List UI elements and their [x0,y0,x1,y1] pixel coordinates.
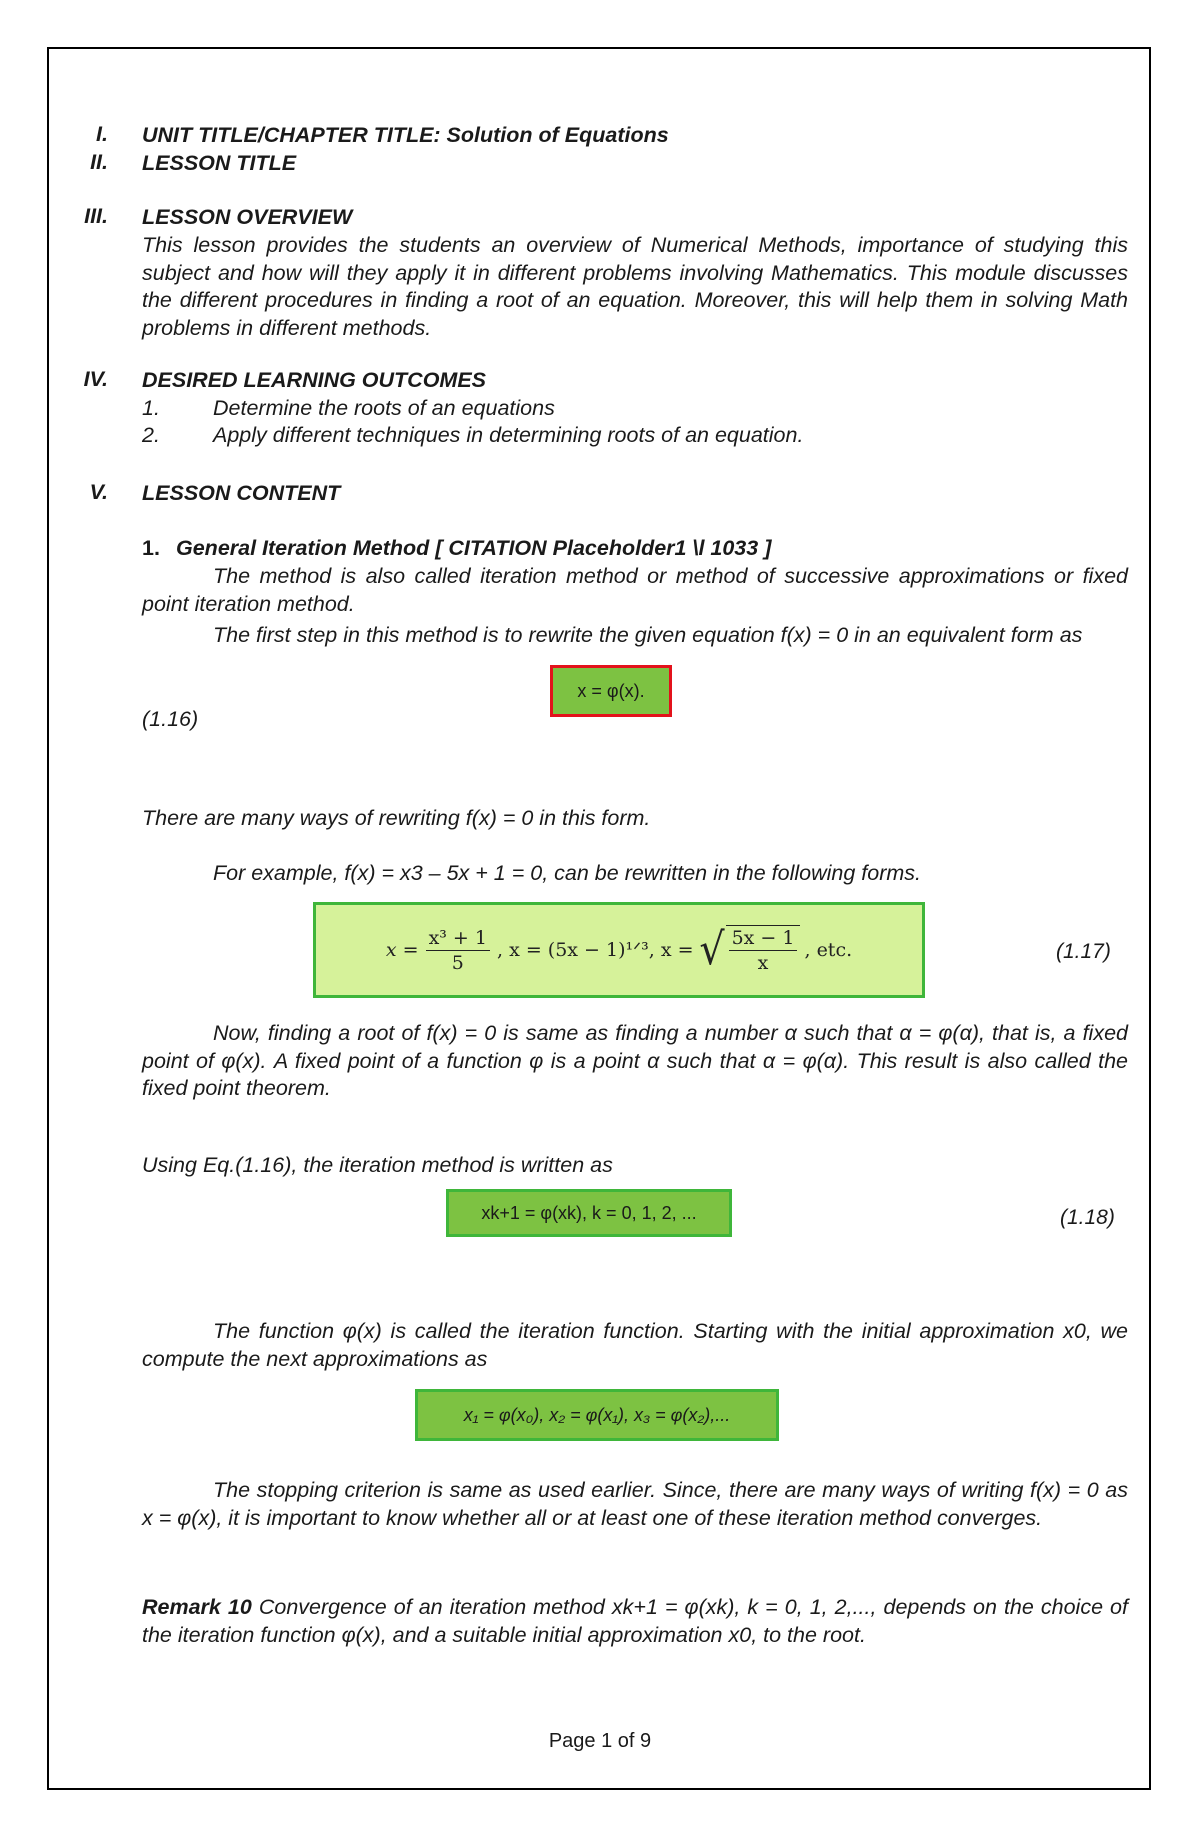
outcome-num-1: 1. [142,396,160,420]
lesson-title-heading: LESSON TITLE [142,151,297,175]
equation-1-17-label: (1.17) [1056,940,1111,963]
paragraph-fixed-point: Now, finding a root of f(x) = 0 is same as finding a number α such that α = φ(α), that is, a fixed point of φ(x). A fixed point of a function φ is a point α such that α = φ(α). This result is also called the fixed point theorem. [142,1021,1128,1100]
paragraph-stopping-criterion: The stopping criterion is same as used earlier. Since, there are many ways of writing f(x) = 0 as x = φ(x), it is important to know whether all or at least one of these iteration method converges. [142,1478,1128,1530]
equation-1-17 [386,925,852,975]
equation-1-16: x = φ(x). [577,680,645,701]
section-num-1: I. [96,122,108,146]
eq117-end: , etc. [804,939,853,961]
section-num-2: II. [90,150,108,174]
remark-paragraph [142,1594,1128,1649]
eq117-fraction-2 [729,926,798,975]
section-num-5: V. [89,480,108,504]
eq117-fraction-1 [426,926,490,975]
paragraph-many-ways: There are many ways of rewriting f(x) = 0 in this form. [142,806,651,830]
eq117-frac1-num: x³ + 1 [426,926,490,951]
outcome-num-2: 2. [142,423,160,447]
approximations-box [415,1389,779,1441]
subheading-number: 1. [142,536,160,560]
section-num-4: IV. [83,367,108,391]
paragraph-first-step: The first step in this method is to rewrite the given equation f(x) = 0 in an equivalent form as [213,623,1083,647]
eq117-middle: , x = (5x − 1)¹ᐟ³, x = [496,939,694,961]
lesson-overview-heading: LESSON OVERVIEW [142,205,353,229]
paragraph-using-eq: Using Eq.(1.16), the iteration method is written as [142,1153,613,1177]
eq117-frac2-den: x [757,952,769,974]
equation-1-18: xk+1 = φ(xk), k = 0, 1, 2, ... [481,1202,697,1223]
lesson-content-heading: LESSON CONTENT [142,481,341,505]
outcomes-heading: DESIRED LEARNING OUTCOMES [142,368,487,392]
outcome-text-2: Apply different techniques in determining roots of an equation. [213,423,804,447]
outcome-text-1: Determine the roots of an equations [213,396,555,420]
eq117-frac2-num: 5x − 1 [729,926,798,951]
section-num-3: III. [84,204,108,228]
eq117-x-eq: x = [385,939,419,961]
equation-1-17-box [313,902,925,998]
equation-1-16-box [550,665,672,717]
paragraph-method-names: The method is also called iteration method or method of successive approximations or fixed point iteration method. [142,564,1128,616]
overview-paragraph: This lesson provides the students an overview of Numerical Methods, importance of studying this subject and how will they apply it in different problems involving Mathematics. This module discusses the different procedures in finding a root of an equation. Moreover, this will help them in solving Math problems in different methods. [142,233,1128,340]
equation-1-18-label: (1.18) [1060,1206,1115,1229]
eq117-frac1-den: 5 [451,951,464,974]
page-footer: Page 1 of 9 [548,1730,652,1752]
paragraph-iteration-function: The function φ(x) is called the iteration function. Starting with the initial approximation x0, we compute the next approximations as [142,1319,1128,1371]
sqrt-icon: √ [698,924,725,975]
equation-1-16-label: (1.16) [142,707,199,731]
equation-1-18-box [446,1189,732,1237]
eq117-sqrt [698,925,801,975]
paragraph-example: For example, f(x) = x3 – 5x + 1 = 0, can be rewritten in the following forms. [213,861,922,885]
remark-text: Convergence of an iteration method xk+1 = φ(xk), k = 0, 1, 2,..., depends on the choice of the iteration function φ(x), and a suitable initial approximation x0, to the root. [142,1595,1128,1647]
unit-title-heading: UNIT TITLE/CHAPTER TITLE: Solution of Equations [142,123,669,147]
subheading-title: General Iteration Method [ CITATION Placeholder1 \l 1033 ] [176,536,772,560]
remark-label: Remark 10 [142,1595,252,1619]
approximations-equation: x₁ = φ(x₀), x₂ = φ(x₁), x₃ = φ(x₂),... [463,1404,731,1425]
